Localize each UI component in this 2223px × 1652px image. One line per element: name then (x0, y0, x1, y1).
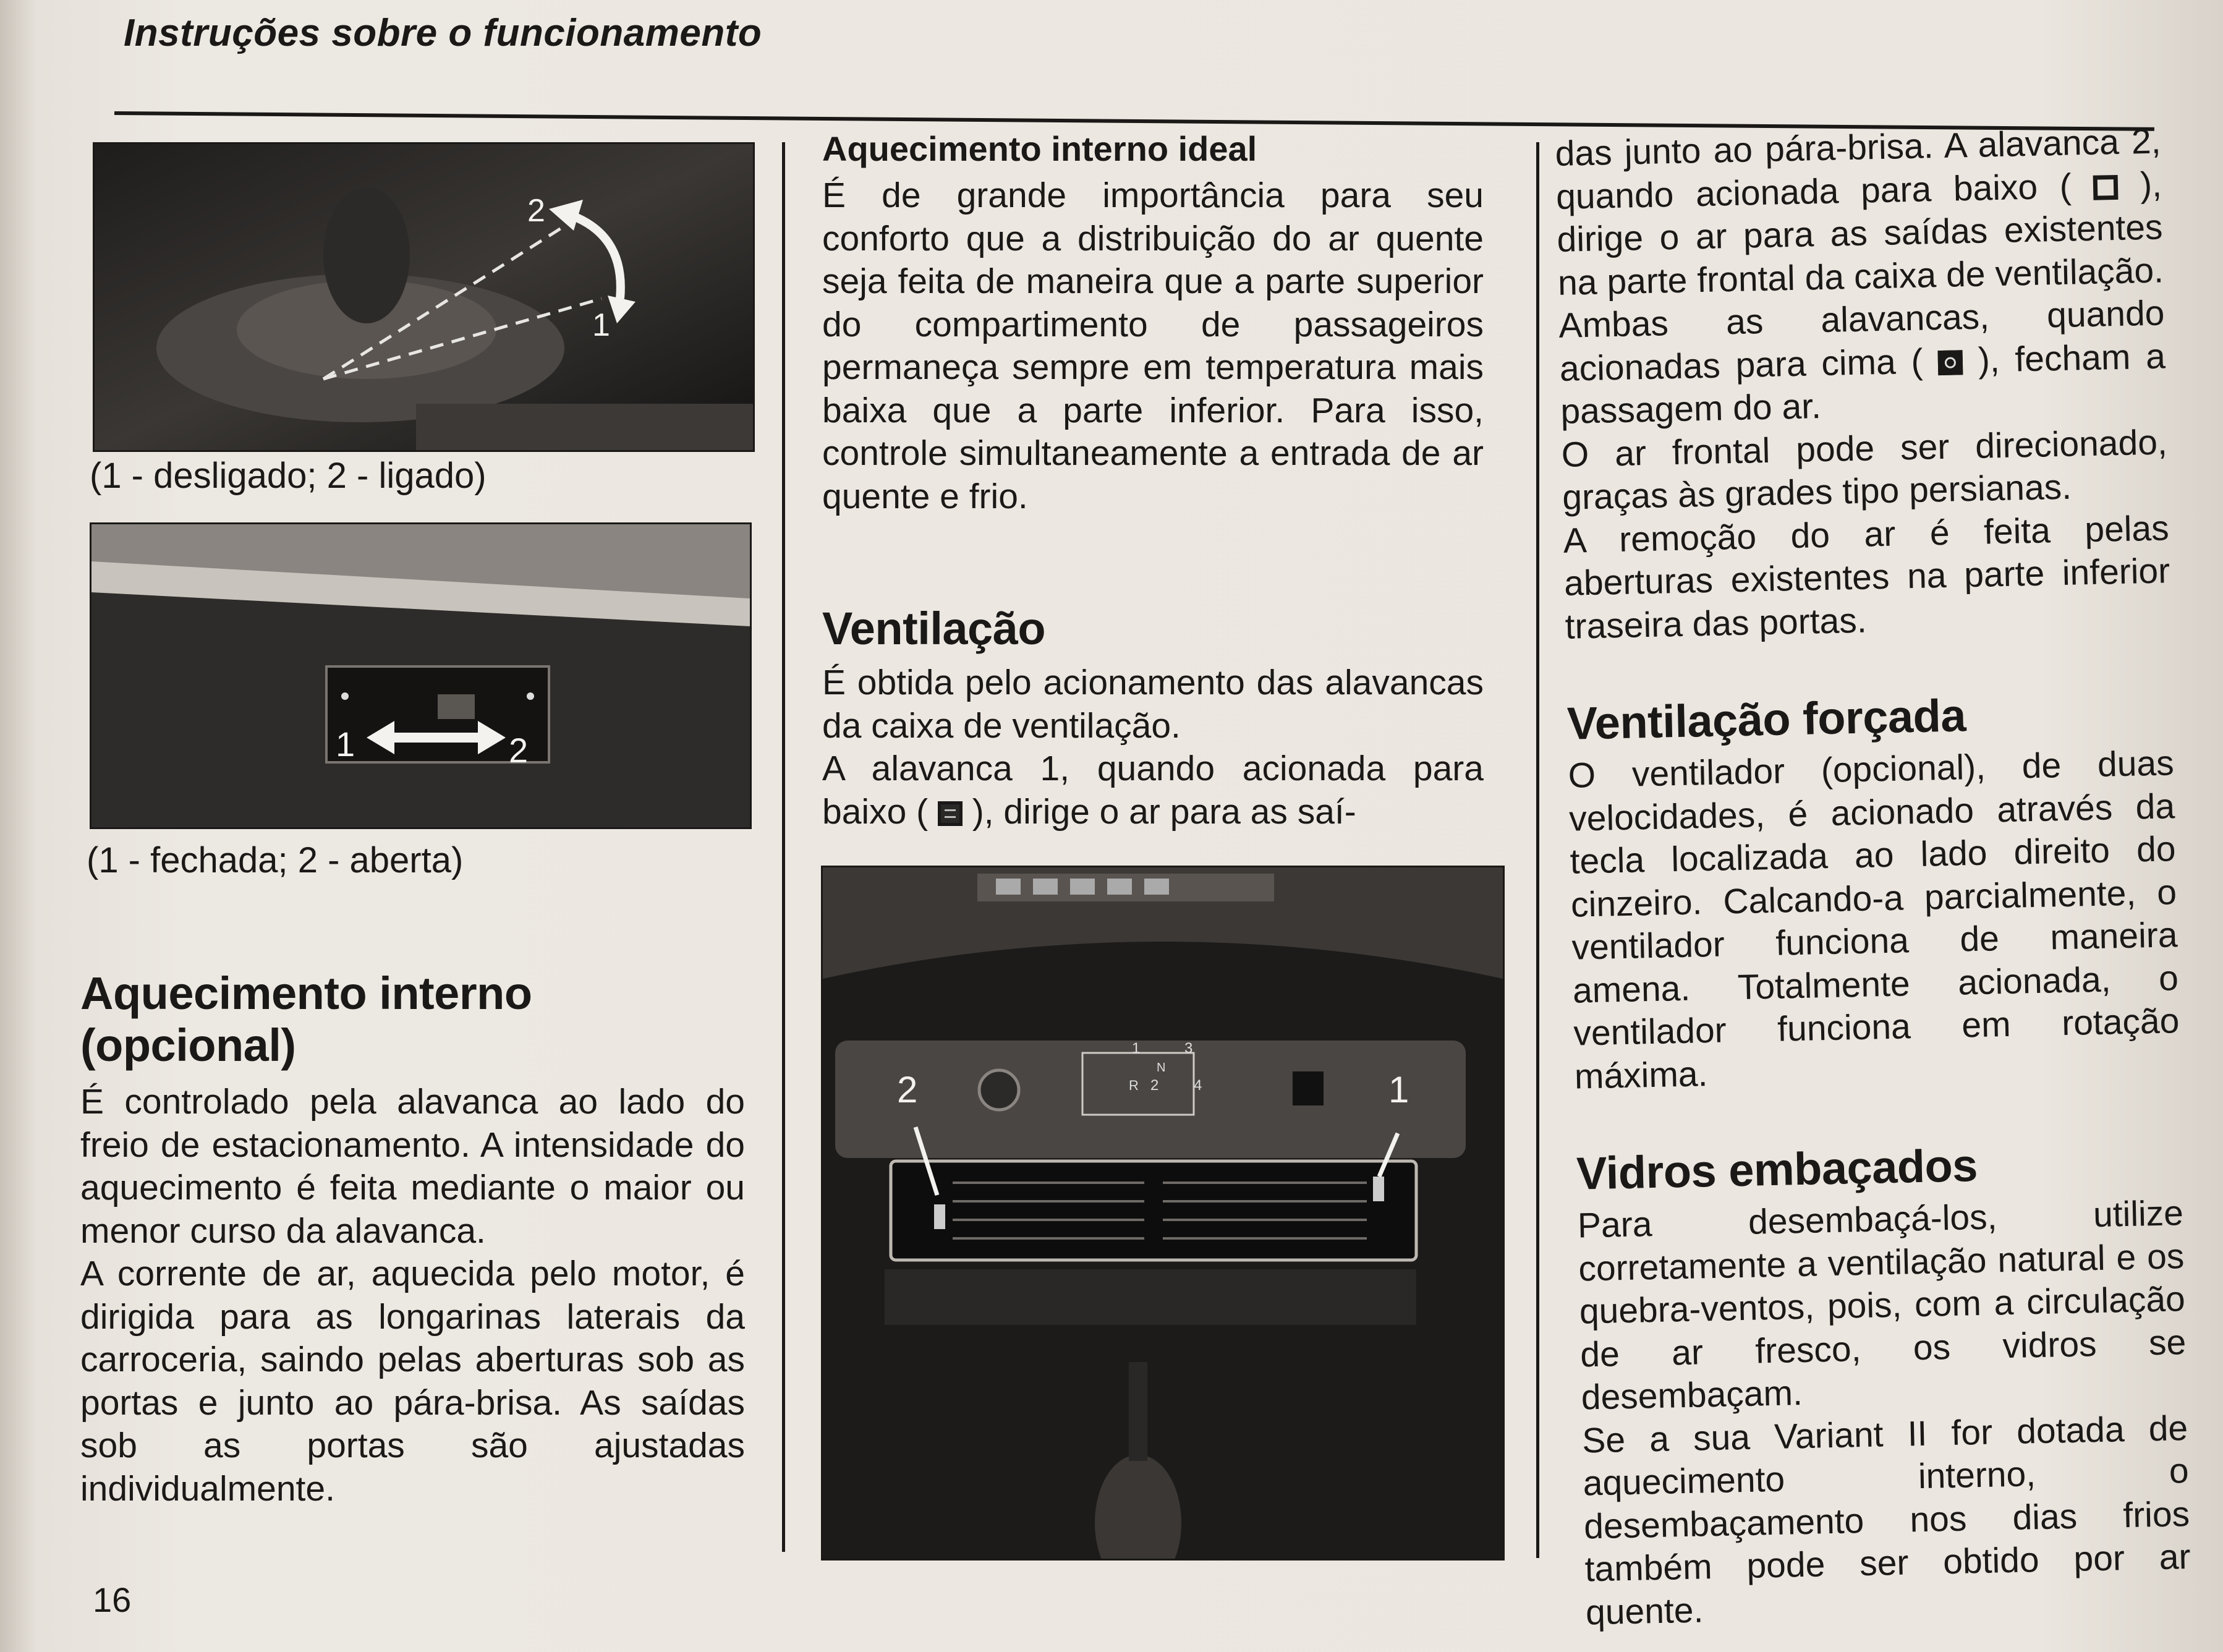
foggy-windows-para2: Se a sua Variant II for dotada de aquecimento interno, o desembaçamento nos dias frios também pode ser obtido por ar quente. (1581, 1408, 2191, 1632)
photo1-caption: (1 - desligado; 2 - ligado) (90, 456, 487, 496)
gear-label-n: N (1157, 1061, 1166, 1075)
ventilation-title: Ventilação (822, 603, 1046, 654)
photo3-label-1: 1 (1388, 1069, 1409, 1110)
column-divider-2 (1536, 142, 1539, 1558)
photo1-label-1: 1 (592, 307, 610, 343)
page-number: 16 (93, 1580, 132, 1619)
gear-label-r: R (1129, 1078, 1139, 1093)
square-open-icon (2093, 174, 2119, 200)
photo3-label-2: 2 (897, 1069, 918, 1110)
gear-label-4: 4 (1194, 1077, 1202, 1094)
ventilation-para1: É obtida pelo acionamento das alavancas da caixa de ventilação. (822, 663, 1484, 746)
running-title: Instruções sobre o funcionamento (124, 12, 762, 54)
heating-body (80, 1081, 745, 1510)
ideal-heating-title: Aquecimento interno ideal (822, 129, 1257, 168)
forced-ventilation-para: O ventilador (opcional), de duas velocidades, é acionado através da tecla localizada ao lado direito do cinzeiro. Calcando-a parcialmente, o ventilador funciona de maneira amena. Totalmente acionada, o ventilador funciona em rotação máxima. (1568, 743, 2180, 1097)
photo-vent-box (821, 866, 1505, 1560)
photo2-label-1: 1 (336, 725, 355, 764)
photo2-caption: (1 - fechada; 2 - aberta) (87, 840, 464, 880)
forced-ventilation-title: Ventilação forçada (1566, 689, 1966, 749)
photo2-label-2: 2 (509, 731, 529, 770)
vent-down-icon (938, 801, 963, 826)
heating-title-line2: (opcional) (80, 1020, 296, 1071)
right-column (1555, 120, 2192, 1634)
gear-label-1: 1 (1132, 1040, 1141, 1057)
foggy-windows-body (1577, 1192, 2191, 1634)
foggy-windows-para1: Para desembaçá-los, utilize corretamente a ventilação natural e os quebra-ventos, pois, com a circulação de ar fresco, os vidros se desembaçam. (1577, 1193, 2187, 1418)
ventilation-para2: A alavanca 1, quando acionada para baixo ( ), dirige o ar para as saí- (822, 749, 1484, 832)
air-removal-para: A remoção do ar é feita pelas aberturas existentes na parte inferior traseira das portas. (1563, 508, 2170, 647)
ventilation-body (822, 662, 1484, 833)
ideal-heating-para: É de grande importância para seu conforto que a distribuição do ar quente seja feita de maneira que a parte superior do compartimento de passageiros permaneça sempre em temperatura mais baixa que a parte inferior. Para isso, controle simultaneamente a entrada de ar quente e frio. (822, 176, 1484, 516)
column-divider-1 (782, 142, 785, 1552)
closed-circle-icon (1938, 350, 1963, 375)
front-air-para: O ar frontal pode ser direcionado, graças às grades tipo persianas. (1561, 422, 2168, 517)
heating-para1: É controlado pela alavanca ao lado do freio de estacionamento. A intensidade do aquecimento é feita mediante o maior ou menor curso da alavanca. (80, 1082, 745, 1251)
photo-floor-vent (90, 522, 752, 829)
heating-para2: A corrente de ar, aquecida pelo motor, é dirigida para as longarinas laterais da carroceria, saindo pelas aberturas sob as portas e junto ao pára-brisa. As saídas sob as portas são ajustadas individualmente. (80, 1254, 745, 1509)
heating-section-title (80, 968, 760, 1071)
gear-label-2: 2 (1150, 1077, 1159, 1094)
gear-label-3: 3 (1184, 1040, 1193, 1057)
photo1-label-2: 2 (527, 193, 545, 229)
heating-title-line1: Aquecimento interno (80, 968, 532, 1019)
ventilation-continued-para: das junto ao pára-brisa. A alavanca 2, quando acionada para baixo ( ), dirige o ar para as saídas existentes na parte frontal da caixa de ventilação. Ambas as alavancas, quando acionadas para cima ( ), fecham a passagem do ar. O ar frontal pode ser direcionado, graças às grades tipo persianas. A remoção do ar é feita pelas aberturas existentes na parte inferior traseira das portas. (1555, 120, 2171, 648)
photo-heater-lever (93, 142, 755, 452)
foggy-windows-title: Vidros embaçados (1576, 1139, 1978, 1199)
